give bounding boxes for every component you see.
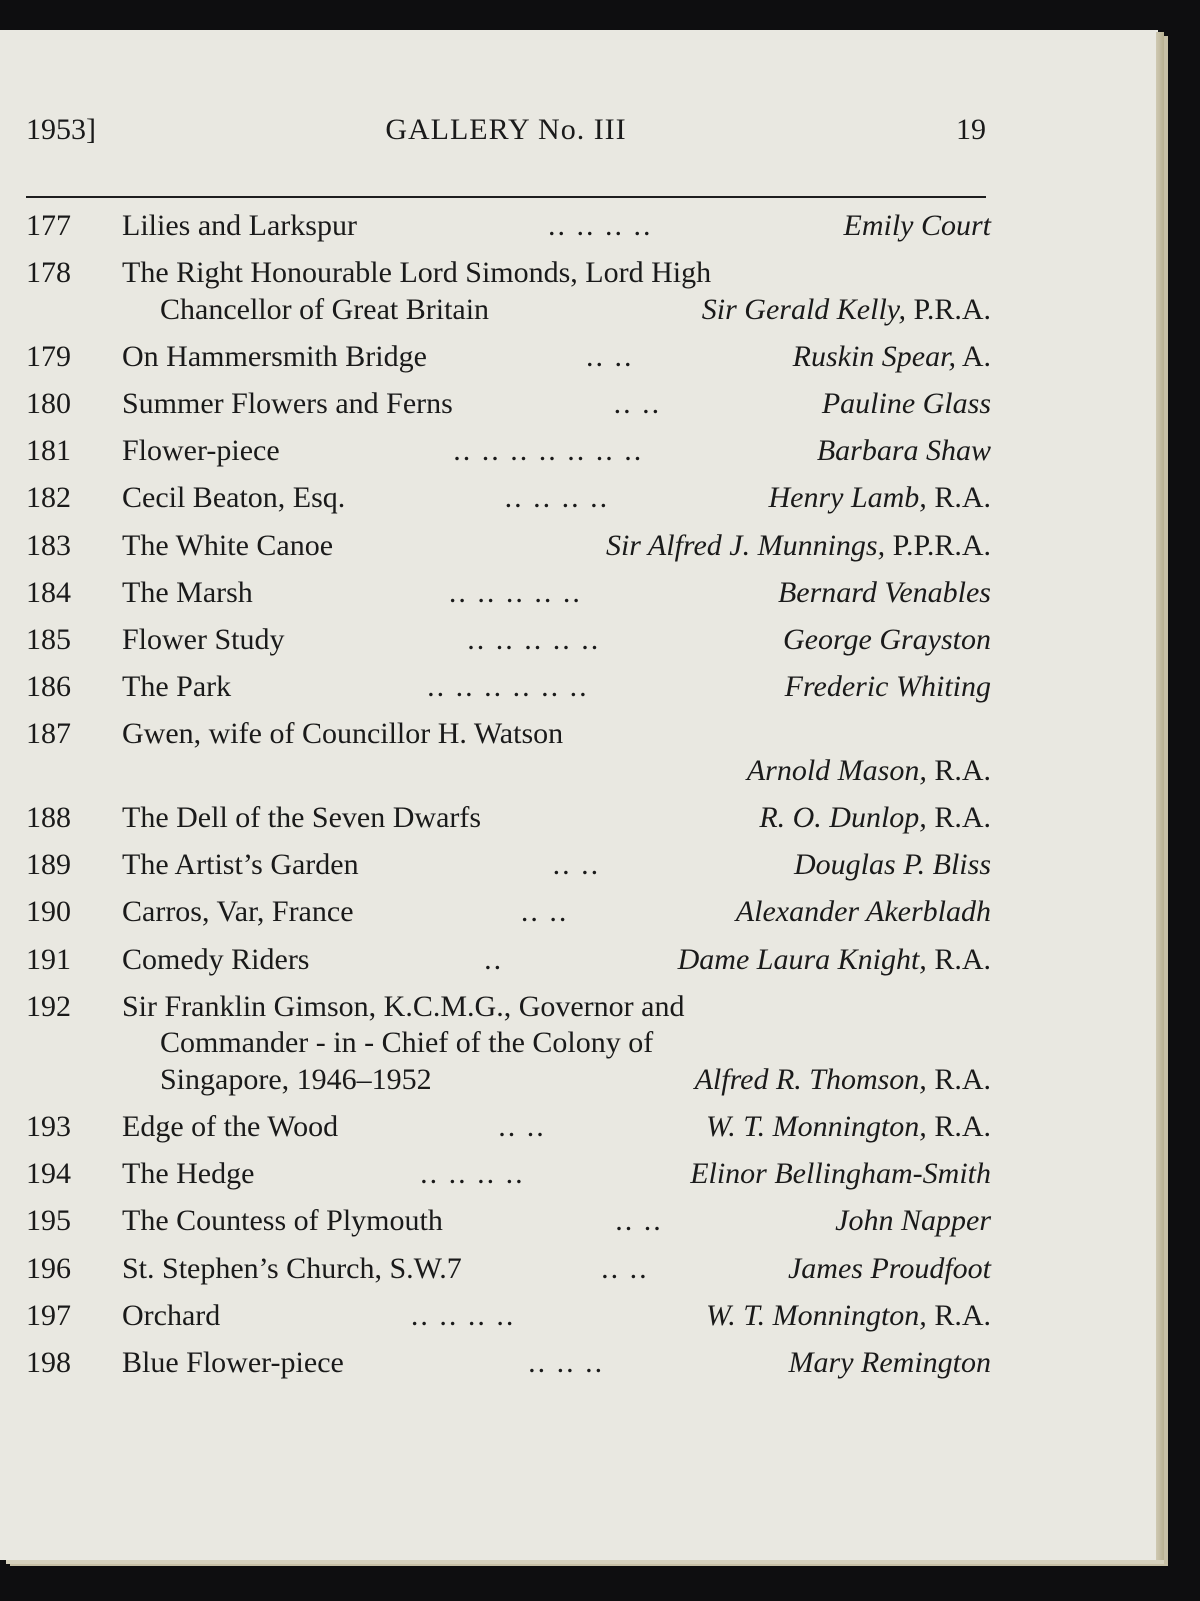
catalogue-entry xyxy=(26,528,991,565)
artist-suffix: R.A. xyxy=(926,753,991,787)
artist-suffix: A. xyxy=(955,339,991,373)
work-title: Flower-piece xyxy=(122,434,280,468)
artist-name: Henry Lamb, xyxy=(768,481,927,515)
gallery-title: GALLERY No. III xyxy=(385,113,627,146)
artist-credit xyxy=(706,1298,991,1335)
dot-leader: .. .. .. .. xyxy=(420,1157,525,1191)
entry-number: 196 xyxy=(26,1251,71,1285)
catalogue-entry xyxy=(26,386,991,423)
dot-leader: .. .. .. .. xyxy=(547,209,653,242)
artist-credit xyxy=(788,1251,991,1288)
entry-line xyxy=(122,255,991,292)
entry-line xyxy=(122,1109,991,1146)
entry-number: 188 xyxy=(26,801,71,835)
work-title: Blue Flower-piece xyxy=(122,1345,344,1379)
page-header xyxy=(26,105,986,155)
entry-number: 191 xyxy=(26,942,71,976)
artist-credit xyxy=(822,386,991,423)
work-title: The Dell of the Seven Dwarfs xyxy=(122,801,482,835)
entry-line xyxy=(122,669,991,706)
artist-name: W. T. Monnington, xyxy=(705,1110,927,1143)
catalogue-entry xyxy=(26,800,991,837)
dot-leader: .. .. .. .. .. xyxy=(448,575,582,609)
artist-suffix: P.R.A. xyxy=(905,292,991,326)
entry-number: 198 xyxy=(26,1345,71,1379)
entry-line xyxy=(122,800,991,837)
work-title: Chancellor of Great Britain xyxy=(160,292,490,326)
artist-name: Arnold Mason, xyxy=(746,753,927,787)
catalogue-entry xyxy=(26,622,991,659)
catalogue-entry xyxy=(26,894,991,931)
artist-credit xyxy=(835,1203,991,1240)
entry-line xyxy=(122,716,991,753)
entry-line xyxy=(122,480,991,517)
entry-line xyxy=(122,847,991,884)
artist-credit xyxy=(690,1156,991,1193)
entry-number: 185 xyxy=(26,623,71,656)
artist-credit xyxy=(793,339,991,376)
artist-credit xyxy=(844,208,992,245)
entry-line xyxy=(122,622,991,659)
work-title: Gwen, wife of Councillor H. Watson xyxy=(122,717,564,751)
artist-name: Pauline Glass xyxy=(821,387,991,421)
dot-leader: .. .. .. .. .. .. .. xyxy=(453,434,644,468)
work-title: Summer Flowers and Ferns xyxy=(122,387,453,421)
work-title: Lilies and Larkspur xyxy=(122,209,357,242)
catalogue-entry xyxy=(26,847,991,884)
work-title: The Park xyxy=(122,670,232,704)
dot-leader: .. .. xyxy=(552,848,601,882)
artist-credit xyxy=(794,847,991,884)
work-title: Edge of the Wood xyxy=(122,1110,339,1143)
entry-line xyxy=(122,386,991,423)
work-title: The Artist’s Garden xyxy=(122,848,359,882)
entry-number: 194 xyxy=(26,1157,71,1191)
entry-line xyxy=(122,292,991,329)
work-title: St. Stephen’s Church, S.W.7 xyxy=(122,1251,462,1285)
work-title: On Hammersmith Bridge xyxy=(122,339,427,373)
entry-line xyxy=(122,1062,991,1099)
catalogue-entry xyxy=(26,942,991,979)
artist-name: Mary Remington xyxy=(788,1345,991,1379)
artist-credit xyxy=(768,480,991,517)
artist-suffix: R.A. xyxy=(926,801,991,835)
entry-line xyxy=(122,575,991,612)
artist-name: Dame Laura Knight, xyxy=(677,942,927,976)
catalogue-entry xyxy=(26,989,991,1099)
page-number: 19 xyxy=(956,113,986,146)
catalogue-entry xyxy=(26,255,991,328)
entry-number: 190 xyxy=(26,895,71,929)
artist-credit xyxy=(759,800,991,837)
entry-number: 197 xyxy=(26,1298,71,1332)
dot-leader: .. .. xyxy=(615,1204,663,1238)
artist-suffix: R.A. xyxy=(926,481,991,515)
entry-number: 183 xyxy=(26,528,71,562)
catalogue-entry xyxy=(26,480,991,517)
entry-line xyxy=(122,942,991,979)
dot-leader: .. .. .. .. .. xyxy=(467,623,601,656)
year-label: 1953] xyxy=(26,113,96,146)
artist-suffix: R.A. xyxy=(926,1062,991,1096)
catalogue-entry xyxy=(26,1251,991,1288)
entry-line xyxy=(122,1203,991,1240)
artist-name: Alfred R. Thomson, xyxy=(694,1062,927,1096)
artist-credit xyxy=(785,669,991,706)
artist-name: George Grayston xyxy=(782,623,991,656)
artist-credit xyxy=(706,1109,991,1146)
artist-name: John Napper xyxy=(835,1204,991,1238)
dot-leader: .. .. xyxy=(613,387,662,421)
artist-name: Douglas P. Bliss xyxy=(794,848,991,882)
artist-credit xyxy=(817,433,991,470)
artist-credit xyxy=(678,942,991,979)
entry-line xyxy=(122,894,991,931)
artist-suffix: P.P.R.A. xyxy=(885,528,991,562)
entry-line xyxy=(122,433,991,470)
work-title: Orchard xyxy=(122,1298,221,1332)
catalogue-entry xyxy=(26,1298,991,1335)
page-edge xyxy=(1156,32,1164,1560)
entry-line xyxy=(122,208,991,245)
catalogue-entry xyxy=(26,669,991,706)
dot-leader: .. .. xyxy=(586,339,634,373)
entry-number: 192 xyxy=(26,989,71,1023)
catalogue-entry xyxy=(26,1109,991,1146)
artist-name: Emily Court xyxy=(843,209,991,242)
entry-number: 187 xyxy=(26,717,71,751)
artist-suffix: R.A. xyxy=(926,1110,991,1143)
artist-name: Sir Gerald Kelly, xyxy=(701,292,906,326)
catalogue-entry xyxy=(26,575,991,612)
catalogue-entry xyxy=(26,1156,991,1193)
entry-number: 180 xyxy=(26,387,71,421)
entry-line xyxy=(122,1156,991,1193)
dot-leader: .. .. .. .. xyxy=(410,1298,516,1332)
dot-leader: .. xyxy=(484,942,504,976)
artist-name: Alexander Akerbladh xyxy=(735,895,991,929)
artist-credit xyxy=(606,528,991,565)
entry-number: 195 xyxy=(26,1204,71,1238)
entry-number: 189 xyxy=(26,848,71,882)
artist-name: Frederic Whiting xyxy=(784,670,991,704)
work-title: Cecil Beaton, Esq. xyxy=(122,481,346,515)
work-title: Flower Study xyxy=(122,623,285,656)
work-title: Sir Franklin Gimson, K.C.M.G., Governor and xyxy=(122,989,685,1023)
entry-number: 186 xyxy=(26,670,71,704)
entry-number: 182 xyxy=(26,481,71,515)
entry-number: 181 xyxy=(26,434,71,468)
dot-leader: .. .. .. .. xyxy=(504,481,610,515)
work-title: Comedy Riders xyxy=(122,942,310,976)
dot-leader: .. .. .. xyxy=(528,1345,605,1379)
artist-suffix: R.A. xyxy=(926,1298,991,1332)
work-title: The Right Honourable Lord Simonds, Lord High xyxy=(122,256,712,290)
artist-credit xyxy=(789,1345,991,1382)
artist-name: Ruskin Spear, xyxy=(792,339,956,373)
artist-credit xyxy=(747,753,991,790)
catalogue-list xyxy=(26,208,991,1392)
artist-name: Elinor Bellingham-Smith xyxy=(690,1157,991,1191)
entry-line xyxy=(122,528,991,565)
work-title: The White Canoe xyxy=(122,528,334,562)
entry-number: 177 xyxy=(26,209,71,242)
work-title: Commander - in - Chief of the Colony of xyxy=(160,1026,654,1060)
dot-leader: .. .. xyxy=(498,1110,546,1143)
entry-number: 184 xyxy=(26,575,71,609)
entry-line xyxy=(122,1298,991,1335)
entry-line xyxy=(122,1251,991,1288)
work-title: The Marsh xyxy=(122,575,253,609)
catalogue-entry xyxy=(26,208,991,245)
artist-name: Bernard Venables xyxy=(777,575,991,609)
dot-leader: .. .. xyxy=(520,895,569,929)
entry-number: 193 xyxy=(26,1110,71,1143)
header-rule xyxy=(26,196,986,198)
entry-line xyxy=(122,339,991,376)
work-title: The Hedge xyxy=(122,1157,255,1191)
entry-number: 178 xyxy=(26,256,71,290)
work-title: The Countess of Plymouth xyxy=(122,1204,443,1238)
entry-line xyxy=(122,1345,991,1382)
artist-name: W. T. Monnington, xyxy=(705,1298,927,1332)
dot-leader: .. .. .. .. .. .. xyxy=(427,670,589,704)
entry-line xyxy=(122,1025,991,1062)
work-title: Carros, Var, France xyxy=(122,895,354,929)
artist-name: James Proudfoot xyxy=(787,1251,991,1285)
artist-credit xyxy=(702,292,991,329)
catalogue-entry xyxy=(26,339,991,376)
artist-name: Barbara Shaw xyxy=(816,434,991,468)
catalogue-entry xyxy=(26,716,991,789)
work-title: Singapore, 1946–1952 xyxy=(160,1062,432,1096)
artist-credit xyxy=(736,894,991,931)
artist-suffix: R.A. xyxy=(926,942,991,976)
entry-line xyxy=(122,989,991,1026)
catalogue-entry xyxy=(26,433,991,470)
catalogue-entry xyxy=(26,1203,991,1240)
artist-name: R. O. Dunlop, xyxy=(759,801,927,835)
artist-credit xyxy=(783,622,991,659)
dot-leader: .. .. xyxy=(601,1251,649,1285)
catalogue-entry xyxy=(26,1345,991,1382)
entry-line xyxy=(122,753,991,790)
artist-name: Sir Alfred J. Munnings, xyxy=(605,528,886,562)
artist-credit xyxy=(695,1062,991,1099)
artist-credit xyxy=(778,575,991,612)
entry-number: 179 xyxy=(26,339,71,373)
